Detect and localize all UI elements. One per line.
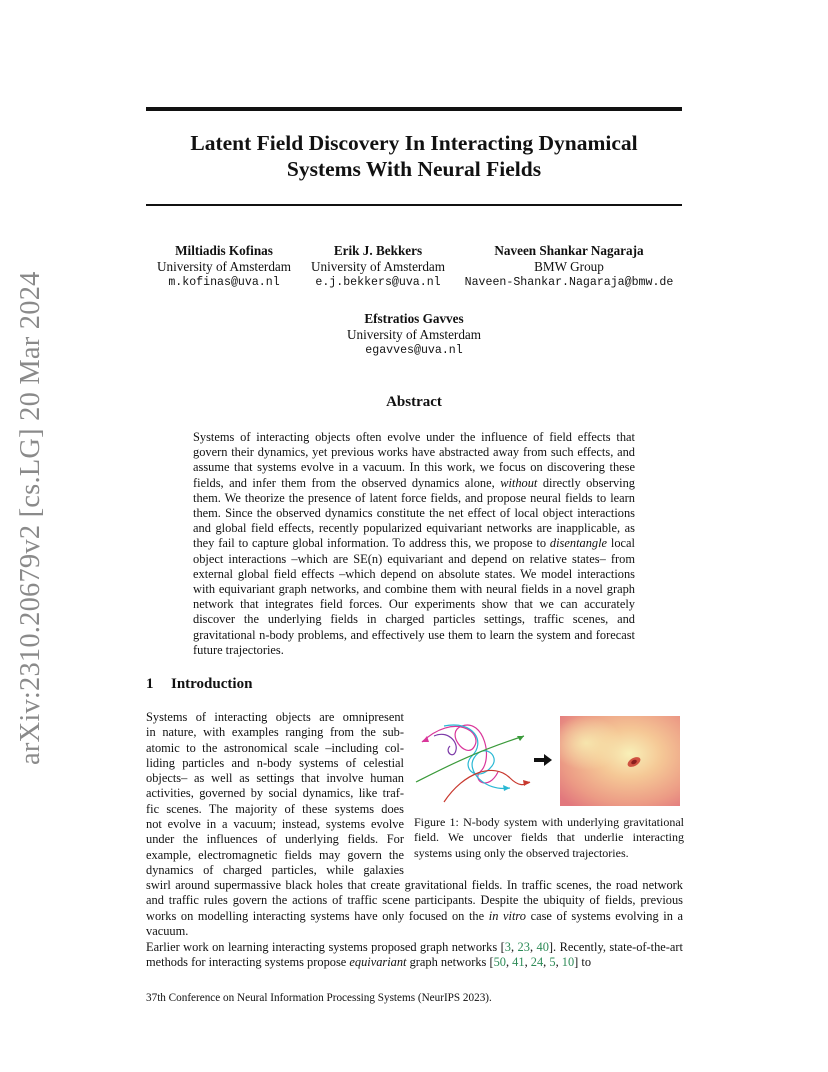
trajectory-magenta	[422, 725, 498, 783]
section-number: 1	[146, 676, 154, 692]
figure-1-caption: Figure 1: N-body system with underlying gravitational field. We uncover fields that underlie interacting systems using only the observed trajectories.	[414, 815, 684, 860]
author-affiliation: University of Amsterdam	[310, 259, 446, 274]
arrowhead-cyan	[503, 785, 510, 791]
figure-1	[414, 712, 684, 808]
title-line-2: Systems With Neural Fields	[286, 157, 542, 181]
para-text: graph networks [	[406, 955, 494, 970]
para-text: ]. Recently, state-of-the-art methods for interacting systems propose	[146, 940, 684, 970]
top-rule	[146, 107, 682, 111]
author-name: Miltiadis Kofinas	[175, 243, 273, 258]
arrow-right-icon	[534, 754, 552, 766]
intro-left-column	[146, 710, 404, 878]
author-block-3	[454, 243, 684, 291]
author-email[interactable]: Naveen-Shankar.Nagaraja@bmw.de	[464, 276, 674, 289]
conference-footer: 37th Conference on Neural Information Processing Systems (NeurIPS 2023).	[146, 992, 492, 1004]
abstract-part: Systems of interacting objects often evolve under the influence of field effects that govern their dynamics, yet previous works have abstracted away from such effects, and assume that systems evolve in a vacuum. In this work, we focus on discovering these fields, and infer them from the observed dynamics alone,	[193, 430, 635, 490]
intro-paragraph-continuation	[146, 878, 683, 939]
text-line: objects– as well as settings that involve human	[146, 771, 404, 786]
text-line: not evolve in a vacuum; instead, systems evolve	[146, 817, 404, 832]
abstract-emph: disentangle	[549, 536, 608, 551]
text-line: example, electromagnetic fields may govern the	[146, 847, 404, 862]
author-email[interactable]: egavves@uva.nl	[365, 344, 463, 357]
author-block-4	[314, 311, 514, 359]
intro-emph: in vitro	[488, 908, 526, 923]
author-name: Naveen Shankar Nagaraja	[494, 243, 644, 258]
citation-link[interactable]: 23	[517, 940, 530, 954]
author-name: Efstratios Gavves	[364, 311, 464, 326]
section-title: Introduction	[171, 676, 253, 692]
para-text: ] to	[574, 955, 592, 970]
abstract-math: SE(n)	[353, 551, 383, 566]
author-block-1	[146, 243, 302, 291]
section-heading	[146, 676, 252, 693]
author-affiliation: University of Amsterdam	[346, 327, 482, 342]
text-line: liding particles and n-body systems of celestial	[146, 755, 404, 770]
paper-title	[146, 130, 682, 182]
trajectory-purple	[434, 734, 456, 754]
author-email[interactable]: m.kofinas@uva.nl	[168, 276, 280, 289]
field-heatmap	[560, 716, 680, 806]
text-line: in nature, with examples ranging from the sub-	[146, 725, 404, 740]
author-name: Erik J. Bekkers	[333, 243, 423, 258]
abstract-part: directly observing them. We theorize the presence of latent force fields, and propose neural fields to learn them. Since the observed dynamics constitute the net effect of local object interactions and global field effects, recently popularized equivariant networks are inapplicable, as they fail to capture global information. To address this, we propose to	[193, 475, 636, 551]
citation-link[interactable]: 24	[530, 955, 544, 970]
arxiv-stamp: arXiv:2310.20679v2 [cs.LG] 20 Mar 2024	[15, 271, 46, 765]
abstract-heading: Abstract	[386, 394, 442, 410]
text-line: dynamics of charged particles, while galaxies	[146, 862, 404, 877]
para-text: Earlier work on learning interacting systems proposed graph networks [	[146, 940, 505, 954]
intro-text: case of systems evolving in a vacuum.	[146, 908, 684, 938]
trajectory-red	[444, 770, 530, 802]
citation-link[interactable]: 41	[512, 955, 525, 970]
figure-1-graphic	[414, 712, 684, 808]
citation-link[interactable]: 5	[549, 955, 556, 970]
abstract-part: local object interactions –which are	[193, 536, 635, 566]
citation-link[interactable]: 3	[504, 940, 511, 954]
citation-link[interactable]: 50	[493, 955, 506, 970]
title-bottom-rule	[146, 204, 682, 206]
text-line: Systems of interacting objects are omnipresent	[146, 710, 404, 724]
abstract-text	[193, 430, 635, 658]
title-line-1: Latent Field Discovery In Interacting Dynamical	[190, 131, 638, 155]
intro-text: swirl around supermassive black holes that create gravitational fields. In traffic scenes, the road network and traffic rules govern the actions of traffic scene participants. Despite the ubiquity of fields, previous works on modelling interacting systems have only focused on the	[146, 878, 683, 923]
trajectory-cyan	[444, 725, 510, 788]
citation-link[interactable]: 40	[536, 940, 549, 954]
text-line: under the influences of underlying fields. For	[146, 832, 404, 847]
abstract-part: equivariant and depend on relative states– from external global field effects –which depend on absolute states. We model interactions with equivariant graph networks, and combine them with neural fields in a novel graph network that integrates field forces. Our experiments show that we can accurately discover the underlying fields in charged particles settings, traffic scenes, and gravitational n-body problems, and effectively use them to learn the system and forecast future trajectories.	[193, 551, 635, 657]
text-line: fic scenes. The majority of these systems does	[146, 801, 404, 816]
text-line: activities, governed by social dynamics, like traf-	[146, 786, 404, 801]
text-line: atomic to the astronomical scale –including col-	[146, 740, 404, 755]
intro-paragraph-2: Earlier work on learning interacting systems proposed graph networks [3, 23, 40]. Recently, state-of-the-art methods for interacting systems propose equivariant graph networks [50, 41, 24, 5, 10] to	[146, 940, 684, 970]
abstract-emph: without	[500, 475, 538, 490]
author-block-2	[300, 243, 456, 291]
trajectory-plot	[416, 725, 530, 802]
author-affiliation: BMW Group	[534, 259, 604, 274]
citation-link[interactable]: 10	[561, 955, 575, 970]
author-affiliation: University of Amsterdam	[156, 259, 292, 274]
author-email[interactable]: e.j.bekkers@uva.nl	[315, 276, 441, 289]
para-emph: equivariant	[349, 955, 407, 970]
